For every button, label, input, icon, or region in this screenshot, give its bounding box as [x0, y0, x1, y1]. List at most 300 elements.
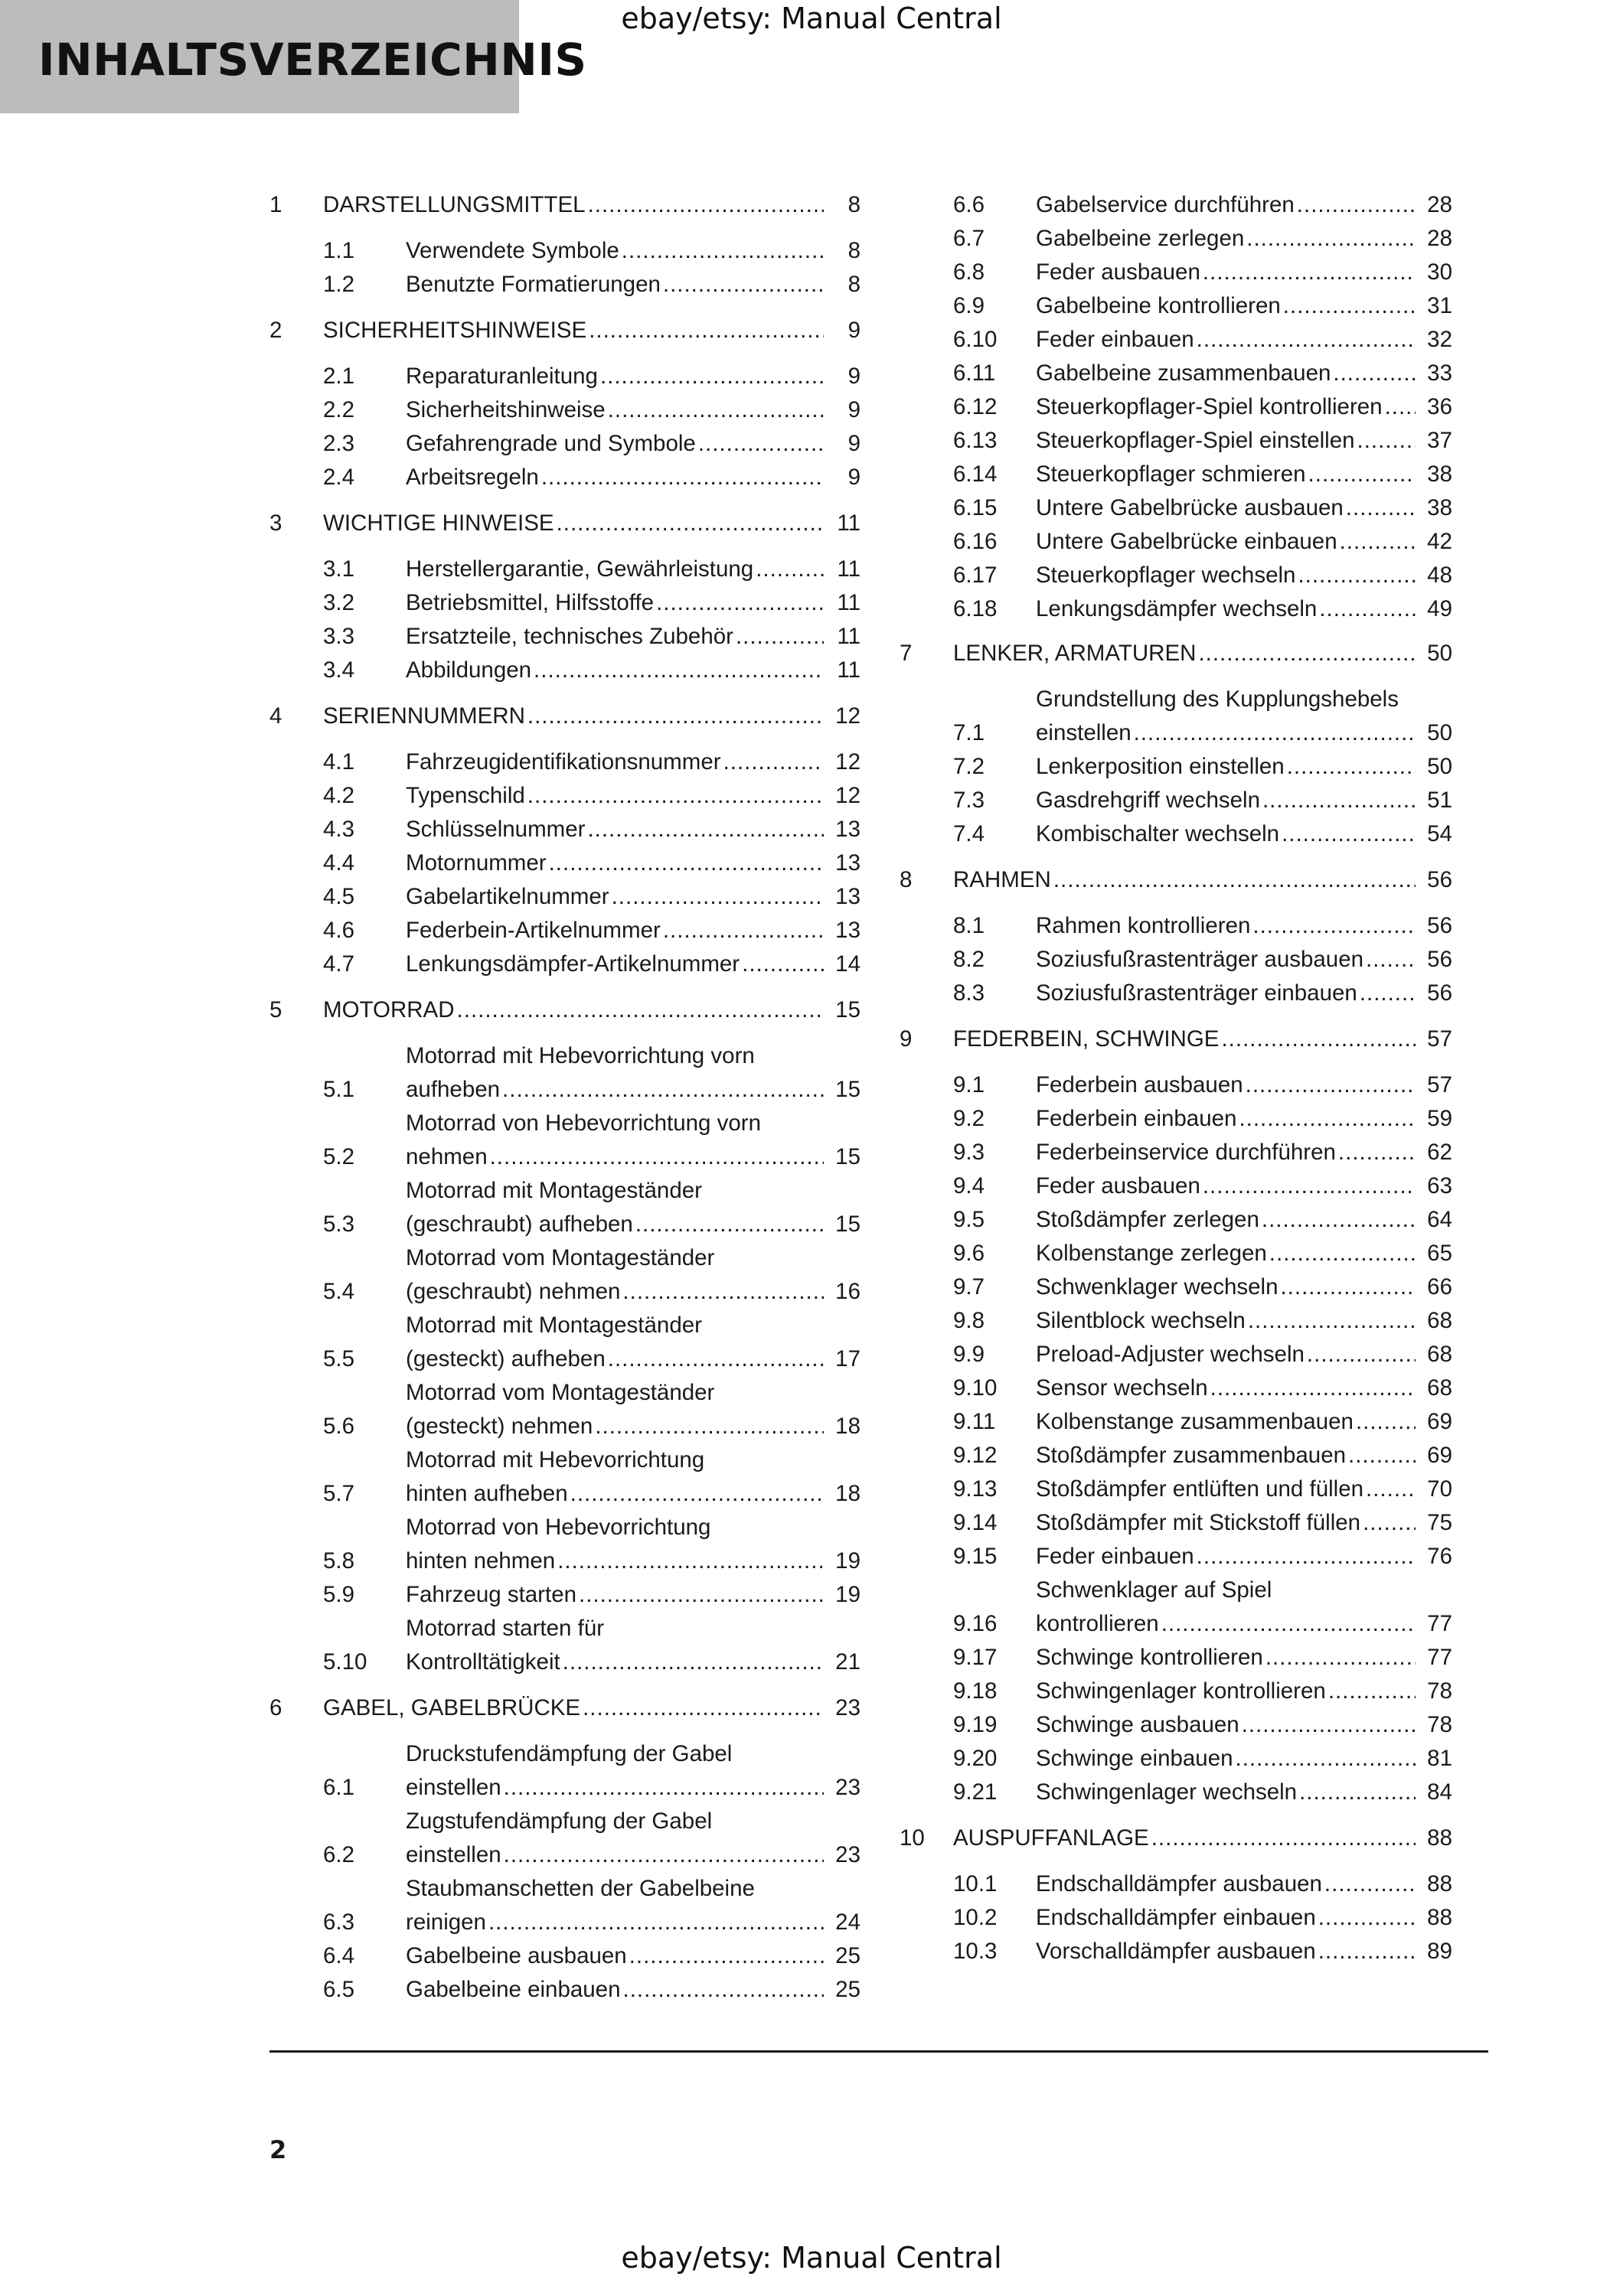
toc-entry-line: [1036, 909, 1419, 943]
dot-leader: [1366, 943, 1416, 977]
section-title-line: reinigen: [406, 1910, 486, 1935]
section-title-wrap: [1036, 1136, 1419, 1169]
toc-section-row[interactable]: [269, 1241, 860, 1309]
dot-leader: [1151, 1821, 1416, 1855]
toc-section-row[interactable]: [900, 1473, 1452, 1506]
toc-section-row[interactable]: [900, 424, 1452, 458]
dot-leader: [1282, 817, 1416, 851]
section-title-line: Sicherheitshinweise: [406, 397, 606, 422]
section-title-stack: [1036, 1867, 1419, 1901]
section-title-stack: [1036, 1203, 1419, 1237]
toc-entry-line: [1036, 1405, 1419, 1439]
section-title-stack: [1036, 817, 1419, 851]
section-number: 6.1: [323, 1775, 355, 1800]
section-title-wrap: [1036, 1901, 1419, 1935]
toc-entry-line: [406, 654, 827, 687]
toc-entry-line: [406, 268, 827, 302]
toc-section-row[interactable]: [269, 1174, 860, 1241]
section-number: 3.4: [323, 657, 355, 683]
dot-leader: [656, 586, 824, 620]
section-title-stack: [406, 360, 827, 393]
toc-entry-line: [1036, 491, 1419, 525]
section-title-wrap: [1036, 1776, 1419, 1809]
section-title-line: Gasdrehgriff wechseln: [1036, 788, 1260, 813]
toc-section-row[interactable]: [269, 234, 860, 268]
section-number: 10.3: [953, 1939, 998, 1964]
toc-section-row[interactable]: [900, 1270, 1452, 1304]
toc-section-row[interactable]: [269, 745, 860, 779]
toc-entry-line: [1036, 1338, 1419, 1371]
page-ref: 36: [1427, 394, 1452, 419]
toc-entry-line: [1036, 1901, 1419, 1935]
toc-section-row[interactable]: [900, 1776, 1452, 1809]
toc-chapter-row[interactable]: [900, 1022, 1452, 1056]
section-title-stack: [406, 1376, 827, 1443]
section-title-stack: [406, 914, 827, 947]
page-ref: 56: [1427, 980, 1452, 1006]
section-title-stack: [1036, 1935, 1419, 1968]
toc-section-row[interactable]: [900, 1102, 1452, 1136]
toc-entry-line: [406, 914, 827, 947]
toc-chapter: [269, 507, 860, 687]
toc-entry-line: [406, 1208, 827, 1241]
toc-chapter-row[interactable]: [900, 637, 1452, 670]
toc-section-row[interactable]: [269, 846, 860, 880]
section-title-stack: [406, 1443, 827, 1511]
dot-leader: [1287, 750, 1416, 784]
section-title-stack: [1036, 1405, 1419, 1439]
section-title-wrap: [406, 813, 827, 846]
toc-section-row[interactable]: [900, 1506, 1452, 1540]
section-title-stack: [406, 1805, 827, 1872]
section-title-wrap: [406, 620, 827, 654]
toc-entry-line: [323, 507, 827, 540]
section-title-wrap: [1036, 1641, 1419, 1675]
section-number: 5.6: [323, 1414, 355, 1439]
toc-section-row[interactable]: [269, 1805, 860, 1872]
toc-section-row[interactable]: [900, 909, 1452, 943]
dot-leader: [1053, 863, 1416, 897]
section-title-line: Endschalldämpfer einbauen: [1036, 1905, 1316, 1930]
toc-entry-line: [1036, 1641, 1419, 1675]
toc-section-row[interactable]: [900, 977, 1452, 1010]
toc-section-row[interactable]: [269, 427, 860, 461]
dot-leader: [723, 745, 824, 779]
dot-leader: [1319, 592, 1416, 626]
page-ref: 13: [835, 850, 860, 876]
toc-section-row[interactable]: [269, 360, 860, 393]
section-title-stack: [406, 880, 827, 914]
toc-section-row[interactable]: [900, 1574, 1452, 1641]
section-title-stack: [1036, 1574, 1419, 1641]
toc-section-row[interactable]: [269, 586, 860, 620]
page-ref: 78: [1427, 1678, 1452, 1704]
toc-section-row[interactable]: [269, 1612, 860, 1679]
dot-leader: [595, 1410, 824, 1443]
section-title-line: Steuerkopflager wechseln: [1036, 563, 1296, 588]
dot-leader: [1262, 1203, 1416, 1237]
section-title-wrap: [1036, 458, 1419, 491]
section-number: 9.7: [953, 1274, 985, 1300]
toc-section-row[interactable]: [900, 1304, 1452, 1338]
toc-section-row[interactable]: [269, 268, 860, 302]
dot-leader: [579, 1578, 824, 1612]
chapter-title: AUSPUFFANLAGE: [953, 1825, 1149, 1851]
toc-entry-line: [1036, 1675, 1419, 1708]
page-ref: 89: [1427, 1939, 1452, 1964]
toc-section-row[interactable]: [900, 357, 1452, 390]
chapter-title-wrap: [323, 314, 827, 347]
section-title-stack: [1036, 1901, 1419, 1935]
section-title-wrap: [406, 1241, 827, 1309]
toc-section-row[interactable]: [269, 1973, 860, 2007]
section-title-line: Motorrad von Hebevorrichtung vorn: [406, 1110, 762, 1136]
toc-chapter-row[interactable]: [269, 993, 860, 1027]
section-title-line: Federbeinservice durchführen: [1036, 1140, 1336, 1165]
toc-section-row[interactable]: [269, 1107, 860, 1174]
page-ref: 15: [835, 1212, 860, 1237]
toc-entry-line: [406, 1939, 827, 1973]
toc-section-row[interactable]: [269, 1511, 860, 1578]
section-number: 9.1: [953, 1072, 985, 1097]
toc-entry-line: [1036, 525, 1419, 559]
page-ref: 37: [1427, 428, 1452, 453]
toc-section-row[interactable]: [900, 289, 1452, 323]
page-ref: 21: [835, 1649, 860, 1675]
toc-section-row[interactable]: [900, 1169, 1452, 1203]
dot-leader: [612, 880, 824, 914]
section-title-wrap: [1036, 1473, 1419, 1506]
toc-section-row[interactable]: [269, 393, 860, 427]
toc-section-row[interactable]: [900, 784, 1452, 817]
toc-chapter: [900, 1821, 1452, 1968]
section-title-line: Fahrzeug starten: [406, 1582, 577, 1607]
section-title-wrap: [1036, 1675, 1419, 1708]
toc-entry-line: [1036, 817, 1419, 851]
page-ref: 17: [835, 1346, 860, 1371]
dot-leader: [1221, 1022, 1416, 1056]
page-ref: 56: [1427, 947, 1452, 972]
toc-entry-line: [1036, 256, 1419, 289]
page-ref: 15: [835, 1144, 860, 1169]
section-title-wrap: [1036, 683, 1419, 750]
section-title-line: Schwinge ausbauen: [1036, 1712, 1239, 1737]
toc-chapter: [900, 637, 1452, 851]
toc-entry-line: [406, 1477, 827, 1511]
section-number: 5.10: [323, 1649, 367, 1675]
toc-section-row[interactable]: [900, 1068, 1452, 1102]
section-number: 4.3: [323, 817, 355, 842]
toc-section-row[interactable]: [900, 1901, 1452, 1935]
section-number: 4.7: [323, 951, 355, 977]
dot-leader: [1197, 323, 1416, 357]
watermark-bottom: ebay/etsy: Manual Central: [621, 2241, 1002, 2275]
section-title-line: Stoßdämpfer mit Stickstoff füllen: [1036, 1510, 1361, 1535]
toc-section-row[interactable]: [900, 559, 1452, 592]
page-ref: 9: [847, 318, 860, 343]
toc-section-row[interactable]: [900, 1540, 1452, 1574]
toc-section-row[interactable]: [269, 914, 860, 947]
section-title-wrap: [1036, 1708, 1419, 1742]
dot-leader: [1134, 716, 1416, 750]
toc-chapter-row[interactable]: [269, 700, 860, 733]
chapter-number: 4: [269, 703, 282, 729]
page-ref: 77: [1427, 1645, 1452, 1670]
dot-leader: [570, 1477, 824, 1511]
toc-section-row[interactable]: [900, 1136, 1452, 1169]
toc-section-row[interactable]: [269, 620, 860, 654]
section-number: 5.4: [323, 1279, 355, 1304]
section-number: 8.2: [953, 947, 985, 972]
toc-entry-line: [1036, 1439, 1419, 1473]
section-number: 8.1: [953, 913, 985, 938]
toc-section-row[interactable]: [900, 1439, 1452, 1473]
toc-section-row[interactable]: [900, 491, 1452, 525]
toc-entry-line: [406, 947, 827, 981]
toc-section-row[interactable]: [900, 1675, 1452, 1708]
toc-section-row[interactable]: [900, 943, 1452, 977]
toc-section-row[interactable]: [900, 750, 1452, 784]
toc-section-row[interactable]: [269, 813, 860, 846]
toc-section-row[interactable]: [269, 1376, 860, 1443]
toc-entry-line: [406, 360, 827, 393]
toc-section-row[interactable]: [269, 880, 860, 914]
section-title-wrap: [406, 1737, 827, 1805]
section-title-stack: [406, 846, 827, 880]
toc-section-row[interactable]: [900, 390, 1452, 424]
dot-leader: [663, 268, 824, 302]
toc-section-row[interactable]: [900, 1405, 1452, 1439]
toc-section-row[interactable]: [900, 323, 1452, 357]
page-ref: 9: [847, 364, 860, 389]
page-ref: 13: [835, 918, 860, 943]
dot-leader: [488, 1906, 824, 1939]
chapter-title-wrap: [953, 1022, 1419, 1056]
page-ref: 68: [1427, 1308, 1452, 1333]
page-ref: 25: [835, 1977, 860, 2002]
toc-section-row[interactable]: [269, 1578, 860, 1612]
page-ref: 11: [837, 624, 860, 649]
toc-section-row[interactable]: [269, 654, 860, 687]
page-ref: 24: [835, 1910, 860, 1935]
chapter-title: SICHERHEITSHINWEISE: [323, 318, 587, 343]
dot-leader: [1269, 1237, 1416, 1270]
toc-section-row[interactable]: [900, 188, 1452, 222]
section-title-stack: [1036, 525, 1419, 559]
section-title-stack: [1036, 188, 1419, 222]
page-ref: 76: [1427, 1544, 1452, 1569]
section-title-stack: [406, 1973, 827, 2007]
section-title-wrap: [1036, 1270, 1419, 1304]
toc-section-row[interactable]: [900, 1935, 1452, 1968]
section-title-wrap: [1036, 559, 1419, 592]
toc-section-row[interactable]: [900, 1338, 1452, 1371]
dot-leader: [1338, 1136, 1416, 1169]
toc-chapter: [269, 1691, 860, 2007]
toc-entry-line: [1036, 1169, 1419, 1203]
section-title-wrap: [406, 268, 827, 302]
page-ref: 11: [837, 556, 860, 582]
section-number: 2.2: [323, 397, 355, 422]
section-title-wrap: [406, 846, 827, 880]
toc-left-column: [269, 188, 860, 2019]
section-title-stack: [1036, 1439, 1419, 1473]
section-title-stack: [1036, 1304, 1419, 1338]
toc-entry-line: [406, 1410, 827, 1443]
page-title: INHALTSVERZEICHNIS: [38, 34, 587, 86]
section-number: 9.15: [953, 1544, 998, 1569]
section-title-line: Benutzte Formatierungen: [406, 272, 661, 297]
section-number: 5.3: [323, 1212, 355, 1237]
page-ref: 48: [1427, 563, 1452, 588]
section-number: 10.1: [953, 1871, 998, 1896]
page-ref: 32: [1427, 327, 1452, 352]
toc-section-row[interactable]: [900, 1742, 1452, 1776]
toc-chapter-row[interactable]: [900, 1821, 1452, 1855]
toc-section-row[interactable]: [269, 1737, 860, 1805]
toc-section-row[interactable]: [269, 1309, 860, 1376]
section-title-wrap: [406, 427, 827, 461]
dot-leader: [629, 1939, 824, 1973]
page-ref: 8: [847, 238, 860, 263]
dot-leader: [1318, 1901, 1416, 1935]
toc-chapter-row[interactable]: [269, 507, 860, 540]
page-ref: 63: [1427, 1173, 1452, 1199]
toc-chapter-row[interactable]: [900, 863, 1452, 897]
toc-section-row[interactable]: [269, 779, 860, 813]
dot-leader: [541, 461, 824, 494]
section-number: 9.6: [953, 1241, 985, 1266]
section-title-line: einstellen: [406, 1842, 501, 1867]
section-number: 6.3: [323, 1910, 355, 1935]
toc-section-row[interactable]: [900, 683, 1452, 750]
section-number: 9.9: [953, 1342, 985, 1367]
section-number: 6.16: [953, 529, 998, 554]
dot-leader: [736, 620, 824, 654]
toc-entry-line: [406, 1275, 827, 1309]
dot-leader: [608, 393, 824, 427]
section-title-line: Endschalldämpfer ausbauen: [1036, 1871, 1322, 1896]
page-ref: 88: [1427, 1905, 1452, 1930]
dot-leader: [1262, 784, 1416, 817]
page-ref: 49: [1427, 596, 1452, 621]
section-title-wrap: [406, 1309, 827, 1376]
section-number: 6.9: [953, 293, 985, 318]
section-title-line: Fahrzeugidentifikationsnummer: [406, 749, 721, 775]
section-number: 6.14: [953, 461, 998, 487]
toc-section-row[interactable]: [900, 1203, 1452, 1237]
toc-section-row[interactable]: [900, 458, 1452, 491]
section-number: 7.2: [953, 754, 985, 779]
section-title-line: Rahmen kontrollieren: [1036, 913, 1251, 938]
section-title-wrap: [406, 1939, 827, 1973]
toc-section-row[interactable]: [269, 1872, 860, 1939]
page-ref: 69: [1427, 1443, 1452, 1468]
toc-chapter-row[interactable]: [269, 1691, 860, 1725]
toc-chapter-row[interactable]: [269, 188, 860, 222]
section-number: 6.17: [953, 563, 998, 588]
page-ref: 42: [1427, 529, 1452, 554]
toc-entry-line: [1036, 1607, 1419, 1641]
toc-section-row[interactable]: [269, 947, 860, 981]
toc-section-row[interactable]: [900, 256, 1452, 289]
toc-entry-line: [406, 813, 827, 846]
section-title-wrap: [1036, 1338, 1419, 1371]
dot-leader: [1340, 525, 1416, 559]
toc-section-row[interactable]: [900, 1237, 1452, 1270]
toc-entry-line: [1036, 1506, 1419, 1540]
dot-leader: [1242, 1708, 1416, 1742]
toc-section-row[interactable]: [900, 222, 1452, 256]
toc-chapter-row[interactable]: [269, 314, 860, 347]
section-number: 6.7: [953, 226, 985, 251]
toc-section-row[interactable]: [269, 1443, 860, 1511]
chapter-title: FEDERBEIN, SCHWINGE: [953, 1026, 1220, 1052]
toc-entry-line: [406, 846, 827, 880]
toc-section-row[interactable]: [269, 1939, 860, 1973]
section-title-wrap: [406, 1174, 827, 1241]
toc-section-row[interactable]: [269, 553, 860, 586]
section-number: 9.13: [953, 1476, 998, 1502]
section-title-stack: [406, 1612, 827, 1679]
page-ref: 18: [835, 1481, 860, 1506]
toc-entry-line: [406, 1140, 827, 1174]
toc-section-row[interactable]: [269, 461, 860, 494]
toc-entry-line: [1036, 750, 1419, 784]
section-number: 6.12: [953, 394, 998, 419]
page-ref: 59: [1427, 1106, 1452, 1131]
section-title-wrap: [1036, 1371, 1419, 1405]
toc-entry-line: [1036, 592, 1419, 626]
page-ref: 12: [835, 703, 860, 729]
page-ref: 13: [835, 884, 860, 909]
section-title-stack: [406, 427, 827, 461]
page-ref: 30: [1427, 259, 1452, 285]
page-ref: 81: [1427, 1746, 1452, 1771]
section-title-stack: [1036, 1742, 1419, 1776]
section-title-stack: [406, 1872, 827, 1939]
chapter-title-wrap: [953, 863, 1419, 897]
toc-section-row[interactable]: [900, 817, 1452, 851]
toc-entry-line: [406, 1342, 827, 1376]
toc-entry-line: [323, 314, 827, 347]
page-ref: 65: [1427, 1241, 1452, 1266]
section-title-stack: [406, 1511, 827, 1578]
chapter-title-wrap: [323, 700, 827, 733]
dot-leader: [1203, 1169, 1416, 1203]
page-ref: 38: [1427, 461, 1452, 487]
page-ref: 64: [1427, 1207, 1452, 1232]
toc-section-row[interactable]: [900, 592, 1452, 626]
toc-section-row[interactable]: [900, 1708, 1452, 1742]
page-ref: 88: [1427, 1871, 1452, 1896]
toc-section-row[interactable]: [900, 1641, 1452, 1675]
section-title-stack: [406, 745, 827, 779]
section-title-line: Steuerkopflager schmieren: [1036, 461, 1306, 487]
section-title-line: Motorrad vom Montageständer: [406, 1245, 715, 1270]
section-title-line: Lenkungsdämpfer wechseln: [1036, 596, 1318, 621]
toc-section-row[interactable]: [900, 1371, 1452, 1405]
toc-section-row[interactable]: [900, 1867, 1452, 1901]
section-title-line: Stoßdämpfer zusammenbauen: [1036, 1443, 1347, 1468]
toc-section-row[interactable]: [900, 525, 1452, 559]
toc-entry-line: [953, 1821, 1419, 1855]
section-title-line: Kombischalter wechseln: [1036, 821, 1280, 846]
section-title-wrap: [406, 745, 827, 779]
dot-leader: [1299, 1776, 1416, 1809]
toc-section-row[interactable]: [269, 1039, 860, 1107]
section-number: 9.18: [953, 1678, 998, 1704]
